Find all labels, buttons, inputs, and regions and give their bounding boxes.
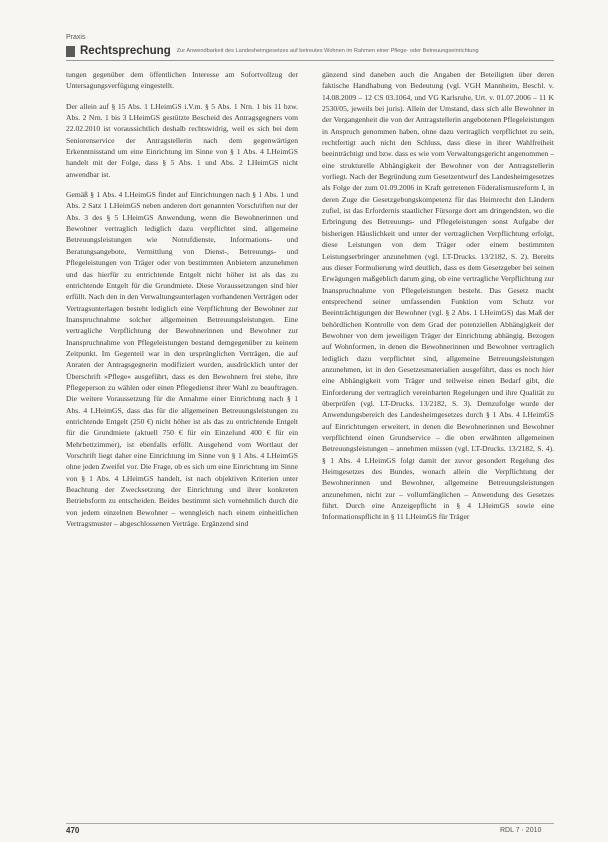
paragraph: gänzend sind daneben auch die Angaben der Beteiligten über deren faktische Handhabung von Bedeutung (vgl. VGH Mannheim, Beschl. v. 14.08.2009 – 12 CS 03.1064, und VG Karlsruhe, Urt. v. 01.07.2006 – 11 K 2530/05, jeweils bei juris). Allein der Umstand, dass sich alle Bewohner in der Vergangenheit die von der Antragstellerin angebotenen Pflegeleistungen in Anspruch genommen haben, ohne dazu vertraglich verpflichtet zu sein, rechtfertigt auch nicht den Schluss, dass diese in ihrer Wahlfreiheit beeinträchtigt und bzw. dass es wie vom Verwaltungsgericht angenommen – eine strukturelle Abhängigkeit der Bewohner von der Antragstellerin vorliegt. Nach der Begründung zum Gesetzentwurf des Landesheimgesetzes als Folge der zum 01.09.2006 in Kraft getretenen Föderalismusreform I, in deren Zuge die Gesetzgebungskompetenz für das Heimrecht den Ländern zufiel, ist das Erfordernis staatlicher Fürsorge dort am dringendsten, wo die Erbringung des Betreuungs- und Pflegeleistungen sonst Aufgabe der bisherigen Häuslichkeit und unter der vertraglichen Verpflichtung erfolgt, diese Leistungen von dem Träger oder einem bestimmten Leistungserbringer anzunehmen (vgl. LT-Drucks. 13/2182, S. 2). Bereits aus dieser Formulierung wird deutlich, dass es dem Gesetzgeber bei seinen Erwägungen maßgeblich darum ging, ob eine vertragliche Verpflichtung zur Inanspruchnahme von Pflegeleistungen besteht. Das Gesetz macht entsprechend seiner umfassenden Funktion vom Schutz vor Beeinträchtigungen der Bewohner (vgl. § 2 Abs. 1 LHeimGS) das Maß der behördlichen Kontrolle von dem Grad der potenziellen Abhängigkeit der Bewohner von dem jeweiligen Träger der Einrichtung abhängig. Bezogen auf Wohnformen, in denen die Bewohnerinnen und Bewohner vertraglich lediglich dazu verpflichtet sind, allgemeine Betreuungsleistungen anzunehmen, ist in den Gesetzesmaterialien ausgeführt, dass es noch hier eine Abhängigkeit vom Träger und teilweise einen Bedarf gibt, die Einforderung der vertraglich vereinbarten Regelungen und ihre Qualität zu überprüfen (vgl. LT-Drucks. 13/2182, S. 3). Demzufolge wurde der Anwendungsbereich des Landesheimgesetzes durch § 1 Abs. 4 LHeimGS auf Einrichtungen erweitert, in denen die Bewohnerinnen und Bewohner verpflichtend einen Grundservice – die oben erwähnten allgemeinen Betreuungsleistungen – annehmen müssen (vgl. LT-Drucks. 13/2182, S. 4). § 1 Abs. 4 LHeimGS folgt damit der zuvor gesondert Regelung des Heimgesetzes des Bundes, wonach allein die Verpflichtung der Bewohnerinnen und Bewohner, allgemeine Betreuungsleistungen anzunehmen, nicht zur – vollumfänglichen – Anwendung des Gesetzes führt. Durch eine Anzeigepflicht in § 4 LHeimGS sowie eine Informationspflicht in § 11 LHeimGS für Träger xyxy=(322,70,554,522)
header-divider xyxy=(66,60,554,61)
paragraph: tungen gegenüber dem öffentlichen Interesse am Sofortvollzug der Untersagungsverfügung eingestellt. xyxy=(66,70,298,91)
section-title: Rechtsprechung xyxy=(80,45,171,57)
left-column xyxy=(66,69,298,825)
journal-reference: RDL 7 · 2010 xyxy=(500,827,542,834)
section-label: Praxis xyxy=(66,34,86,41)
header-marker-icon xyxy=(66,46,75,57)
section-header xyxy=(66,43,554,59)
footer-divider xyxy=(66,823,554,824)
right-column xyxy=(322,69,554,825)
section-subtitle: Zur Anwendbarkeit des Landesheimgesetzes auf betreutes Wohnen im Rahmen einer Pflege- oder Betreuungseinrichtung xyxy=(176,48,479,54)
paragraph: Gemäß § 1 Abs. 4 LHeimGS findet auf Einrichtungen nach § 1 Abs. 1 und Abs. 2 Satz 1 LHeimGS neben anderen dort genannten Vorschriften nur der Abs. 3 des § 5 LHeimGS Anwendung, wenn die Bewohnerinnen und Bewohner vertraglich lediglich dazu verpflichtet sind, allgemeine Betreuungsleistungen wie Notrufdienste, Informations- und Beratungsangebote, Vermittlung von Dienst-, Betreuungs- und Pflegeleistungen von Träger oder von bestimmten Anbietern anzunehmen und das hierfür zu entrichtende Entgelt nicht höher ist als das zu entrichtende Entgelt für die Grundmiete. Diese Voraussetzungen sind hier erfüllt. Nach den in den Verwaltungsunterlagen vorhandenen Verträgen oder Vertragsunterlagen besteht lediglich eine Verpflichtung der Bewohner zur Inanspruchnahme solcher allgemeinen Betreuungsleistungen. Eine vertragliche Verpflichtung der Bewohnerinnen und Bewohner zur Inanspruchnahme von Pflegeleistungen bestand demgegenüber zu keinem Zeitpunkt. Im Gegenteil war in den ursprünglichen Verträgen, die auf Anraten der Antragsgegnerin modifiziert wurden, ausdrücklich unter der Überschrift »Pflege« ausgeführt, dass es den Bewohnern frei stehe, ihre Pflegeperson zu wählen oder einen Pflegedienst ihrer Wahl zu beauftragen. Die weitere Voraussetzung für die Annahme einer Einrichtung nach § 1 Abs. 4 LHeimGS, dass das für die allgemeinen Betreuungsleistungen zu entrichtende Entgelt (250 €) nicht höher ist als das zu entrichtende Entgelt für die Grundmiete (aktuell 750 € für ein Einzelund 400 € für ein Mehrbettzimmer), ist ebenfalls erfüllt. Ausgehend vom Wortlaut der Vorschrift liegt daher eine Einrichtung im Sinne von § 1 Abs. 4 LHeimGS ohne jeden Zweifel vor. Die Frage, ob es sich um eine Einrichtung im Sinne von § 1 Abs. 4 LHeimGS handelt, ist nach objektiven Kriterien unter Beachtung der Zwecksetzung der Einrichtung und ihrer konkreten Betriebsform zu entscheiden. Beides bestimmt sich vornehmlich durch die von jedem einzelnen Bewohner – wenngleich nach einem einheitlichen Vertragsmuster – abgeschlossenen Verträge. Ergänzend sind xyxy=(66,190,298,529)
paragraph: Der allein auf § 15 Abs. 1 LHeimGS i.V.m. § 5 Abs. 1 Nrn. 1 bis 11 bzw. Abs. 2 Nrn. 1 bis 3 LHeimGS gestützte Bescheid des Antragsgegners vom 22.02.2010 ist voraussichtlich deshalb rechtswidrig, weil es sich bei dem Seniorenservice der Antragstellerin nach dem gegenwärtigen Erkenntnisstand um eine Einrichtung im Sinne von § 1 Abs. 4 LHeimGS handelt mit der Folge, dass § 5 Abs. 1 und Abs. 2 LHeimGS nicht anwendbar ist. xyxy=(66,101,298,179)
page-number: 470 xyxy=(66,826,80,835)
